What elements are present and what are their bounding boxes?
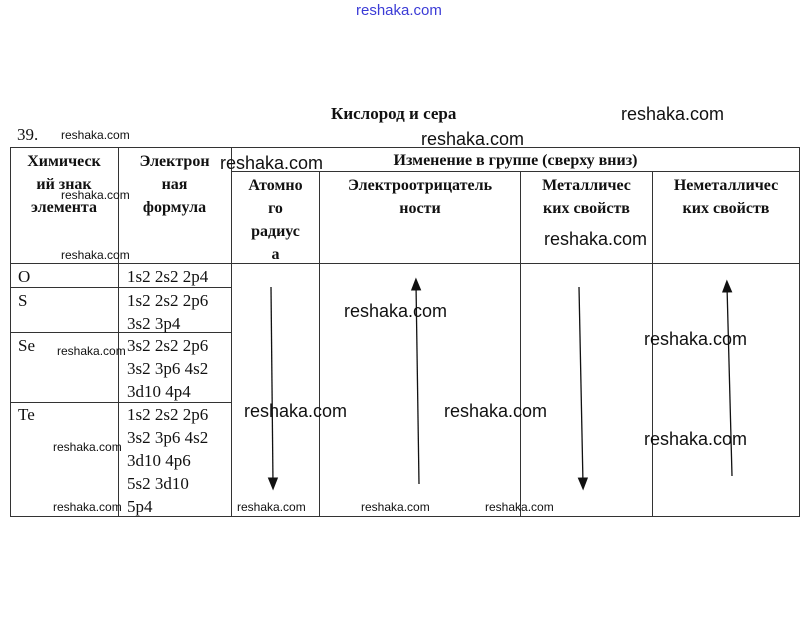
header-formula: Электрон ная формула bbox=[139, 153, 210, 216]
row-symbol-o: O bbox=[18, 267, 31, 286]
watermark: reshaka.com bbox=[61, 188, 130, 202]
page-title: Кислород и сера bbox=[331, 104, 457, 123]
header-radius: Атомно го радиус а bbox=[248, 177, 303, 263]
problem-number: 39. bbox=[17, 125, 39, 144]
watermark: reshaka.com bbox=[220, 153, 324, 173]
header-metallic: Металличес ких свойств bbox=[542, 177, 631, 217]
watermark: reshaka.com bbox=[421, 129, 525, 149]
watermark: reshaka.com bbox=[53, 440, 122, 454]
header-group-change: Изменение в группе (сверху вниз) bbox=[393, 152, 638, 169]
watermark: reshaka.com bbox=[61, 128, 130, 142]
row-formula-te: 1s2 2s2 2p6 3s2 3p6 4s2 3d10 4p6 5s2 3d10 5p4 bbox=[127, 405, 209, 516]
watermark: reshaka.com bbox=[344, 301, 448, 321]
row-symbol-te: Te bbox=[18, 405, 35, 424]
watermark: reshaka.com bbox=[544, 229, 648, 249]
watermark: reshaka.com bbox=[485, 500, 554, 514]
watermark: reshaka.com bbox=[237, 500, 306, 514]
row-symbol-s: S bbox=[18, 291, 28, 310]
row-formula-o: 1s2 2s2 2p4 bbox=[127, 267, 209, 286]
watermark: reshaka.com bbox=[53, 500, 122, 514]
watermark: reshaka.com bbox=[621, 104, 725, 124]
row-formula-se: 3s2 2s2 2p6 3s2 3p6 4s2 3d10 4p4 bbox=[127, 336, 209, 401]
watermark: reshaka.com bbox=[361, 500, 430, 514]
row-formula-s: 1s2 2s2 2p6 3s2 3p4 bbox=[127, 291, 209, 333]
watermark-top: reshaka.com bbox=[356, 2, 442, 19]
watermark: reshaka.com bbox=[61, 248, 130, 262]
watermark: reshaka.com bbox=[444, 401, 548, 421]
header-nonmetallic: Неметалличес ких свойств bbox=[673, 177, 779, 217]
watermark: reshaka.com bbox=[57, 344, 126, 358]
watermark: reshaka.com bbox=[244, 401, 348, 421]
arrow-metallic-down bbox=[579, 287, 583, 484]
header-electronegativity: Электроотрицатель ности bbox=[347, 177, 493, 217]
header-symbol: Химическ ий знак элемента bbox=[27, 153, 101, 216]
watermark: reshaka.com bbox=[644, 429, 748, 449]
watermark: reshaka.com bbox=[644, 329, 748, 349]
arrow-radius-down bbox=[271, 287, 273, 484]
row-symbol-se: Se bbox=[18, 336, 35, 355]
